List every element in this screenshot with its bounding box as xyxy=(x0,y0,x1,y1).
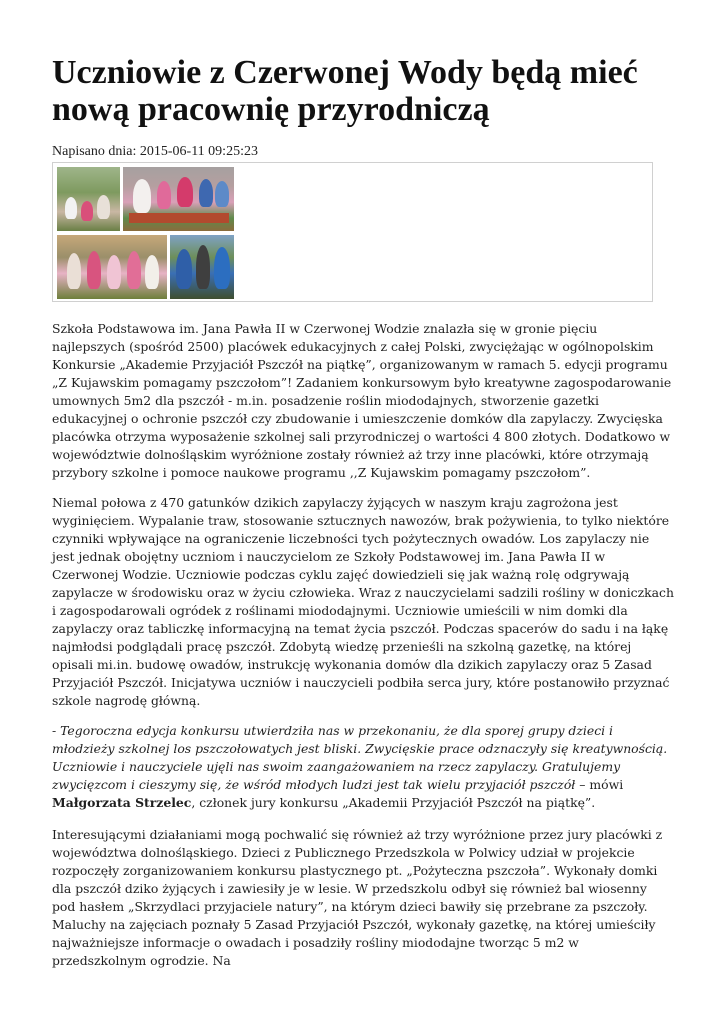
photo-children-planting xyxy=(170,235,234,299)
photo-frame xyxy=(52,162,653,302)
paragraph-2: Niemal połowa z 470 gatunków dzikich zapylaczy żyjących w naszym kraju zagrożona jest wyginięciem. Wypalanie traw, stosowanie sztucznych nawozów, brak pożywienia, to tylko niektóre czynniki wpływające na ograniczenie liczebności tych pożytecznych owadów. Los zapylaczy nie jest jednak obojętny uczniom i nauczycielom ze Szkoły Podstawowej im. Jana Pawła II w Czerwonej Wodzie. Uczniowie podczas cyklu zajęć dowiedzieli się jak ważną rolę odgrywają zapylacze w środowisku oraz w życiu człowieka. Wraz z nauczycielami sadzili rośliny w doniczkach i zagospodarowali ogródek z roślinami miododajnymi. Uczniowie umieścili w nim domki dla zapylaczy oraz tabliczkę informacyjną na temat życia pszczół. Podczas spacerów do sadu i na łąkę najmłodsi podglądali pracę pszczół. Zdobytą wiedzę przenieśli na szkolną gazetkę, na której opisali mi.in. budowę owadów, instrukcję wykonania domów dla dzikich zapylaczy oraz 5 Zasad Przyjaciół Pszczół. Inicjatywa uczniów i nauczycieli podbiła serca jury, które postanowiło przyznać szkole nagrodę główną. xyxy=(52,495,674,708)
article-title: Uczniowie z Czerwonej Wody będą mieć nową pracownię przyrodniczą xyxy=(52,54,638,128)
photo-children-posing xyxy=(57,235,167,299)
photo-collage[interactable] xyxy=(57,167,235,299)
photo-children-garden xyxy=(57,167,120,231)
publish-date: Napisano dnia: 2015-06-11 09:25:23 xyxy=(52,144,258,159)
paragraph-1: Szkoła Podstawowa im. Jana Pawła II w Czerwonej Wodzie znalazła się w gronie pięciu najlepszych (spośród 2500) placówek edukacyjnych z całej Polski, zwyciężając w ogólnopolskim Konkursie „Akademie Przyjaciół Pszczół na piątkę”, organizowanym w ramach 5. edycji programu „Z Kujawskim pomagamy pszczołom”! Zadaniem konkursowym było kreatywne zagospodarowanie umownych 5m2 dla pszczół - m.in. posadzenie roślin miododajnych, stworzenie gazetki edukacyjnej o ochronie pszczół czy zbudowanie i umieszczenie domków dla zapylaczy. Zwycięska placówka otrzyma wyposażenie szkolnej sali przyrodniczej o wartości 4 800 złotych. Dodatkowo w województwie dolnośląskim wyróżnione zostały również aż trzy inne placówki, które otrzymają przybory szkolne i pomoce naukowe programu ,,Z Kujawskim pomagamy pszczołom”. xyxy=(52,321,672,480)
jury-quote: - Tegoroczna edycja konkursu utwierdziła nas w przekonaniu, że dla sporej grupy dzieci i młodzieży szkolnej los pszczołowatych jest bliski. Zwycięskie prace odznaczyły się kreatywnością. Uczniowie i nauczyciele ujęli nas swoim zaangażowaniem na rzecz zapylaczy. Gratulujemy zwycięzcom i cieszymy się, że wśród młodych ludzi jest tak wielu przyjaciół pszczół xyxy=(52,723,668,792)
photo-children-flowerboxes xyxy=(123,167,234,231)
paragraph-4: Interesującymi działaniami mogą pochwalić się również aż trzy wyróżnione przez jury placówki z województwa dolnośląskiego. Dzieci z Publicznego Przedszkola w Polwicy udział w projekcie rozpoczęły zorganizowaniem konkursu plastycznego pt. „Pożyteczna pszczoła”. Wykonały domki dla pszczół dziko żyjących i zawiesiły je w lesie. W przedszkolu odbył się również bal wiosenny pod hasłem „Skrzydlaci przyjaciele natury”, na którym dzieci bawiły się przebrane za pszczoły. Maluchy na zajęciach poznały 5 Zasad Przyjaciół Pszczół, wykonały gazetkę, na której umieściły najważniejsze informacje o owadach i posadziły rośliny miododajne tworząc 5 m2 w przedszkolnym ogrodzie. Na xyxy=(52,827,663,968)
quote-attribution-verb: – mówi xyxy=(579,777,624,792)
quote-author-role: , członek jury konkursu „Akademii Przyjaciół Pszczół na piątkę”. xyxy=(191,795,596,810)
paragraph-3-quote xyxy=(52,722,674,812)
quote-author: Małgorzata Strzelec xyxy=(52,795,192,810)
